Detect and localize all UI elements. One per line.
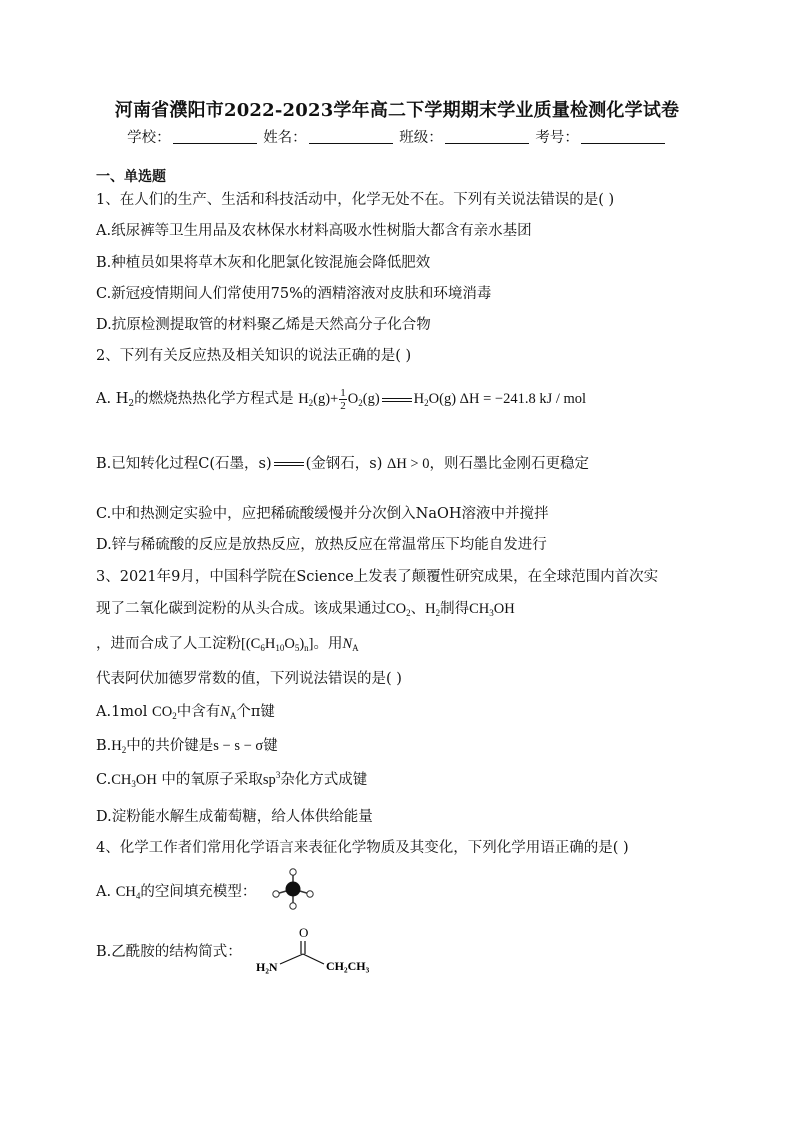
q3-stem2-mid: 制得	[440, 601, 470, 617]
sp3-hybrid: $sp^3$	[262, 770, 281, 788]
q3-stem-line2	[96, 597, 515, 618]
q2-b-prefix: B.已知转化过程	[96, 456, 199, 472]
q2-a-equation: $H_2(g)+$ $\frac{1}{2}$ $O_2(g)$ $H_2O(g) \Delta H = -241.8$ kJ / mol	[298, 387, 587, 413]
q3-stem-line3	[96, 632, 359, 653]
q3-a-prefix: A.1mol	[96, 704, 148, 720]
q3-a-suffix: 个π键	[236, 704, 275, 720]
q4-a-prefix: A.	[96, 884, 112, 900]
half-fraction: $\frac{1}{2}$	[340, 387, 346, 413]
q2-a-prefix: A. H	[96, 391, 129, 407]
q2-option-b	[96, 452, 589, 473]
c-c-bond	[303, 954, 324, 964]
hydrogen-atom-bottom	[290, 903, 296, 909]
q3-c-mid: 中的氧原子采取	[161, 772, 263, 788]
acetamide-structure-image	[252, 920, 382, 976]
school-label: 学校：	[127, 130, 171, 146]
q2-option-c: C.中和热测定实验中，应把稀硫酸缓慢并分次倒入NaOH溶液中并搅拌	[96, 506, 549, 522]
oxygen-label: O	[299, 925, 309, 940]
q2-option-d: D.锌与稀硫酸的反应是放热反应，放热反应在常温常压下均能自发进行	[96, 537, 547, 553]
q3-stem-line1: 3、2021年9月，中国科学院在Science上发表了颠覆性研究成果，在全球范围内首次实	[96, 569, 659, 585]
q3-a-mid: 中含有	[176, 704, 221, 720]
q3-c-prefix: C.	[96, 772, 112, 788]
h2-formula: $H_2$	[111, 738, 127, 755]
q4-stem: 4、化学工作者们常用化学语言来表征化学物质及其变化，下列化学用语正确的是( )	[96, 840, 629, 856]
q3-option-c	[96, 768, 367, 789]
q4-a-suffix: 的空间填充模型：	[140, 884, 257, 900]
name-label: 姓名：	[263, 130, 307, 146]
q4-option-b: B.乙酰胺的结构简式：	[96, 944, 242, 960]
q1-stem: 1、在人们的生产、生活和科技活动中，化学无处不在。下列有关说法错误的是( )	[96, 192, 615, 208]
ethyl-label: CH₂CH₃	[326, 959, 370, 973]
exam-title: 河南省濮阳市2022-2023学年高二下学期期末学业质量检测化学试卷	[114, 100, 680, 121]
n-c-bond	[280, 954, 303, 964]
q3-b-prefix: B.	[96, 738, 112, 754]
methanol-formula: $CH_3OH$	[111, 772, 157, 789]
q3-option-b	[96, 734, 278, 755]
methane-model-image	[268, 866, 318, 912]
q1-option-c: C.新冠疫情期间人们常使用75%的酒精溶液对皮肤和环境消毒	[96, 286, 492, 302]
student-info-row	[0, 126, 794, 147]
q4-option-a	[96, 880, 256, 901]
q3-stem3-mid: 。用	[313, 636, 343, 652]
methanol-formula: $CH_3OH$	[469, 601, 515, 618]
school-blank[interactable]	[173, 129, 257, 144]
q3-stem2-prefix: 现了二氧化碳到淀粉的从头合成。该成果通过	[96, 601, 386, 617]
q3-option-a	[96, 700, 275, 721]
section-heading: 一、单选题	[96, 169, 166, 185]
starch-formula: $[(C_6H_{10}O_5)_n]$	[241, 636, 314, 653]
q3-stem-line4: 代表阿伏加德罗常数的值，下列说法错误的是( )	[96, 671, 402, 687]
q2-option-a: A. $H_2$的燃烧热热化学方程式是 $H_2(g)+$ $\frac{1}{2}$ $O_2(g)$ $H_2O(g) \Delta H = -241.8$ kJ / mol	[96, 387, 587, 413]
hydrogen-atom-top	[290, 869, 296, 875]
q1-option-b: B.种植员如果将草木灰和化肥氯化铵混施会降低肥效	[96, 255, 431, 271]
class-label: 班级：	[399, 130, 443, 146]
q2-b-enthalpy: ΔH > 0	[387, 456, 430, 472]
avogadro-symbol: $N_A$	[220, 704, 237, 721]
q2-a-text: 的燃烧热热化学方程式是	[134, 391, 294, 407]
exam-number-label: 考号：	[535, 130, 579, 146]
carbon-atom	[286, 882, 301, 897]
q2-b-graphite: C(石墨，s)	[198, 456, 272, 472]
equals-arrow	[274, 462, 304, 466]
q2-stem: 2、下列有关反应热及相关知识的说法正确的是( )	[96, 348, 412, 364]
q3-option-d: D.淀粉能水解生成葡萄糖，给人体供给能量	[96, 809, 373, 825]
co2-formula: $CO_2$	[152, 704, 177, 721]
s-s-sigma-bond: s − s − σ	[213, 738, 264, 754]
methane-formula: $CH_4$	[115, 884, 141, 901]
hydrogen-atom-right	[307, 891, 313, 897]
q3-b-suffix: 键	[263, 738, 278, 754]
q1-option-a: A.纸尿裤等卫生用品及农林保水材料高吸水性树脂大都含有亲水基团	[96, 223, 532, 239]
q2-b-suffix: ，则石墨比金刚石更稳定	[429, 456, 589, 472]
q3-b-mid: 中的共价键是	[126, 738, 214, 754]
equals-arrow	[382, 398, 412, 402]
q2-a-enthalpy: ΔH = −241.8 kJ / mol	[459, 391, 587, 407]
q2-b-diamond: (金钢石，s)	[305, 456, 383, 472]
name-blank[interactable]	[309, 129, 393, 144]
avogadro-symbol: $N_A$	[342, 636, 359, 653]
hydrogen-atom-left	[273, 891, 279, 897]
exam-number-blank[interactable]	[581, 129, 665, 144]
q3-stem3-prefix: ，进而合成了人工淀粉	[96, 636, 241, 652]
amine-label: H₂N	[256, 960, 278, 974]
class-blank[interactable]	[445, 129, 529, 144]
q3-c-suffix: 杂化方式成键	[280, 772, 368, 788]
co2-h2-formula: $CO_2$、$H_2$	[386, 601, 441, 618]
q1-option-d: D.抗原检测提取管的材料聚乙烯是天然高分子化合物	[96, 317, 431, 333]
